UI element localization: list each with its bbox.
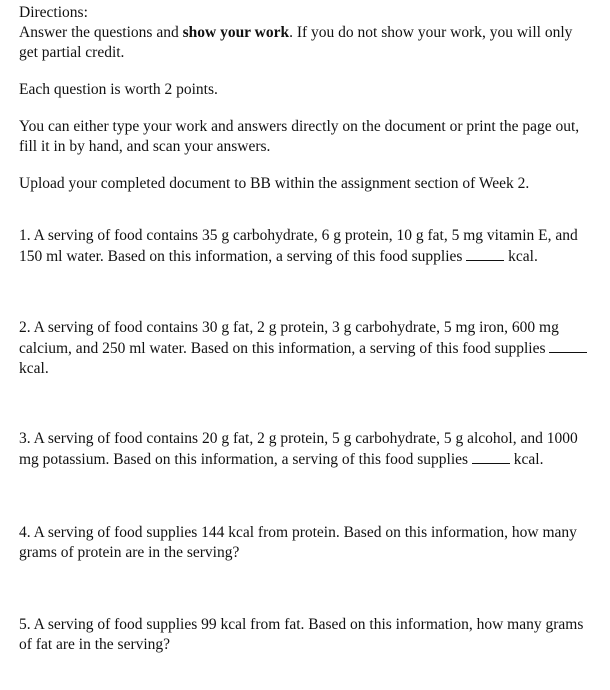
instruction-text-end: . If you do not show your work, you will only get partial credit. (19, 24, 573, 61)
directions-instruction (19, 23, 589, 63)
upload-note: Upload your completed document to BB within the assignment section of Week 2. (19, 175, 530, 192)
question-2-text: 2. A serving of food contains 30 g fat, 2 g protein, 3 g carbohydrate, 5 mg iron, 600 mg calcium, and 250 ml water. Based on this information, a serving of this food supplies (19, 319, 559, 357)
question-3-text: 3. A serving of food contains 20 g fat, 2 g protein, 5 g carbohydrate, 5 g alcohol, and 1000 mg potassium. Based on this information, a serving of this food supplies (19, 430, 578, 468)
question-4: 4. A serving of food supplies 144 kcal from protein. Based on this information, how many grams of protein are in the serving? (19, 524, 577, 561)
instruction-emphasis: show your work (182, 24, 290, 41)
method-note: You can either type your work and answers directly on the document or print the page out, fill it in by hand, and scan your answers. (19, 118, 580, 155)
question-1 (19, 226, 589, 267)
question-1-text: 1. A serving of food contains 35 g carbohydrate, 6 g protein, 10 g fat, 5 mg vitamin E, and 150 ml water. Based on this information, a serving of this food supplies (19, 227, 578, 265)
answer-blank-2[interactable] (549, 338, 587, 353)
question-3 (19, 429, 589, 470)
points-note: Each question is worth 2 points. (19, 81, 218, 98)
assignment-document (19, 3, 589, 655)
answer-blank-3[interactable] (472, 449, 510, 464)
question-3-unit: kcal. (509, 451, 544, 468)
question-2 (19, 318, 589, 379)
question-2-unit: kcal. (19, 360, 49, 377)
directions-heading: Directions: (19, 4, 88, 21)
answer-blank-1[interactable] (466, 246, 504, 261)
question-1-unit: kcal. (504, 248, 538, 265)
question-5: 5. A serving of food supplies 99 kcal from fat. Based on this information, how many grams of fat are in the serving? (19, 616, 584, 653)
instruction-text-start: Answer the questions and (19, 24, 183, 41)
